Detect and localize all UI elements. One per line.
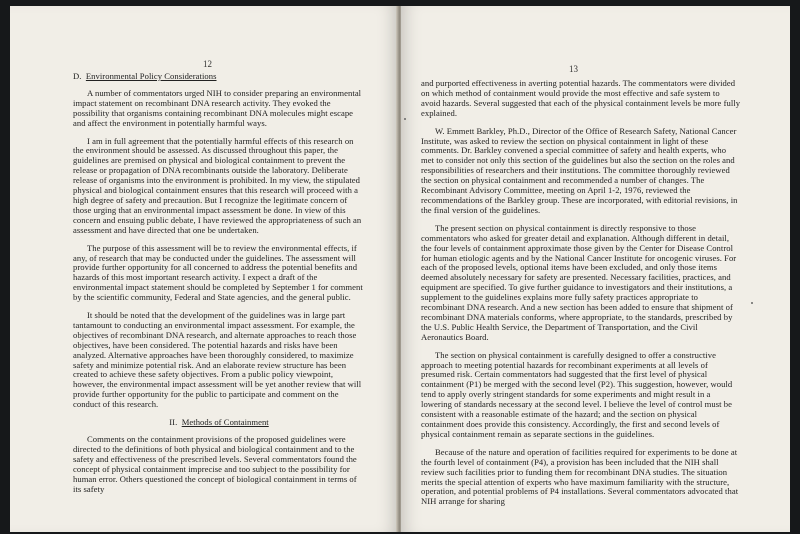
paragraph: and purported effectiveness in averting potential hazards. The commentators were divided on which method of containment would provide the most effective and safe system to avoid hazards. Several suggested that each of the physical containment levels be more fully explained. [421, 78, 741, 118]
paragraph: I am in full agreement that the potentially harmful effects of this research on the environment should be assessed. As discussed throughout this paper, the guidelines are premised on physical and biological containment to prevent the release or propagation of DNA recombinants outside the laboratory. Deliberate release of organisms into the environment is prohibited. In my view, the stipulated physical and biological containment ensures that this research will proceed with a high degree of safety and precaution. But I recognize the legitimate concern of those urging that an environmental impact assessment be done. In view of this concern and ensuing public debate, I have reviewed the appropriateness of such an assessment and have directed that one be undertaken. [73, 135, 362, 235]
section-number: D. [73, 71, 82, 81]
right-page [401, 6, 790, 532]
page-number: 13 [569, 64, 578, 74]
paragraph: The present section on physical containment is directly responsive to those commentators who asked for greater detail and explanation. Although different in detail, the four levels of containment approximate those given by the Center for Disease Control for human etiologic agents and by the National Cancer Institute for oncogenic viruses. For each of the proposed levels, optional items have been excluded, and only those items deemed absolutely necessary for safety are presented. Necessary facilities, practices, and equipment are specified. To give further guidance to investigators and their institutions, a supplement to the guidelines explains more fully safety practices appropriate to recombinant DNA research. And a new section has been added to ensure that shipment of recombinant DNA materials conforms, where appropriate, to the standards, prescribed by the U.S. Public Health Service, the Department of Transportation, and the Civil Aeronautics Board. [421, 222, 737, 342]
left-page [10, 6, 398, 532]
paper-speck [404, 118, 406, 120]
section-title: Methods of Containment [181, 417, 269, 428]
paragraph: It should be noted that the development of the guidelines was in large part tantamount to conducting an environmental impact assessment. For example, the objectives of recombinant DNA research, and alternate approaches to reach those objectives, have been considered. The potential hazards and risks have been analyzed. Alternative approaches have been thoroughly considered, to maximize safety and minimize potential risk. And an elaborate review structure has been created to achieve these safety objectives. From a public policy viewpoint, however, the environmental impact assessment will be yet another review that will provide further opportunity for the public to participate and comment on the conduct of this research. [73, 310, 362, 410]
paper-speck [751, 302, 753, 304]
section-heading-ii [73, 418, 365, 428]
paragraph: The section on physical containment is carefully designed to offer a constructive approach to meeting potential hazards for recombinant experiments at all levels of presumed risk. Certain commentators had suggested that the first level of physical containment (P1) be merged with the second level (P2). This suggestion, however, would tend to apply overly stringent standards for some experiments and might result in a lowering of standards necessary at the second level. I believe the level of control must be consistent with a reasonable estimate of the hazard; and the section on physical containment does provide this consistency. Accordingly, the first and second levels of physical containment remain as separate sections in the guidelines. [421, 349, 733, 439]
paragraph: W. Emmett Barkley, Ph.D., Director of the Office of Research Safety, National Cancer Institute, was asked to review the section on physical containment in light of these comments. Dr. Barkley convened a special committee of safety and health experts, who met to consider not only this section of the guidelines but also the section on the roles and responsibilities of researchers and their institutions. The committee thoroughly reviewed the section on physical containment and recommended a number of changes. The Recombinant Advisory Committee, meeting on April 1-2, 1976, reviewed the recommendations of the Barkley group. These are incorporated, with editorial revisions, in the final version of the guidelines. [421, 125, 738, 215]
section-title: Environmental Policy Considerations [85, 71, 217, 81]
paragraph: Comments on the containment provisions of the proposed guidelines were directed to the definitions of both physical and biological containment and to the safety and effectiveness of the prescribed levels. Several commentators found the concept of physical containment imprecise and too subject to the possibility for human error. Others questioned the concept of biological containment in terms of its safety [73, 434, 357, 494]
paragraph: Because of the nature and operation of facilities required for experiments to be done at the fourth level of containment (P4), a provision has been included that the NIH shall review such facilities prior to funding them for recombinant DNA studies. The situation merits the special attention of experts who have maximum familiarity with the structure, operation, and potential problems of P4 installations. Several commentators advocated that NIH arrange for sharing [421, 446, 739, 507]
paragraph: A number of commentators urged NIH to consider preparing an environmental impact statement on recombinant DNA research activity. They evoked the possibility that organisms containing recombinant DNA molecules might escape and affect the environment in potentially harmful ways. [73, 87, 362, 128]
paragraph: The purpose of this assessment will be to review the environmental effects, if any, of research that may be conducted under the guidelines. The assessment will provide further opportunity for all concerned to address the potential benefits and hazards of this most important research activity. I expect a draft of the environmental impact statement should be completed by September 1 for comment by the scientific community, Federal and State agencies, and the general public. [73, 242, 363, 303]
section-number: II. [169, 417, 178, 428]
right-page-text [421, 79, 741, 515]
left-page-text [73, 72, 365, 502]
page-number: 12 [203, 59, 212, 69]
open-booklet [10, 6, 790, 532]
section-heading-d [73, 72, 365, 82]
